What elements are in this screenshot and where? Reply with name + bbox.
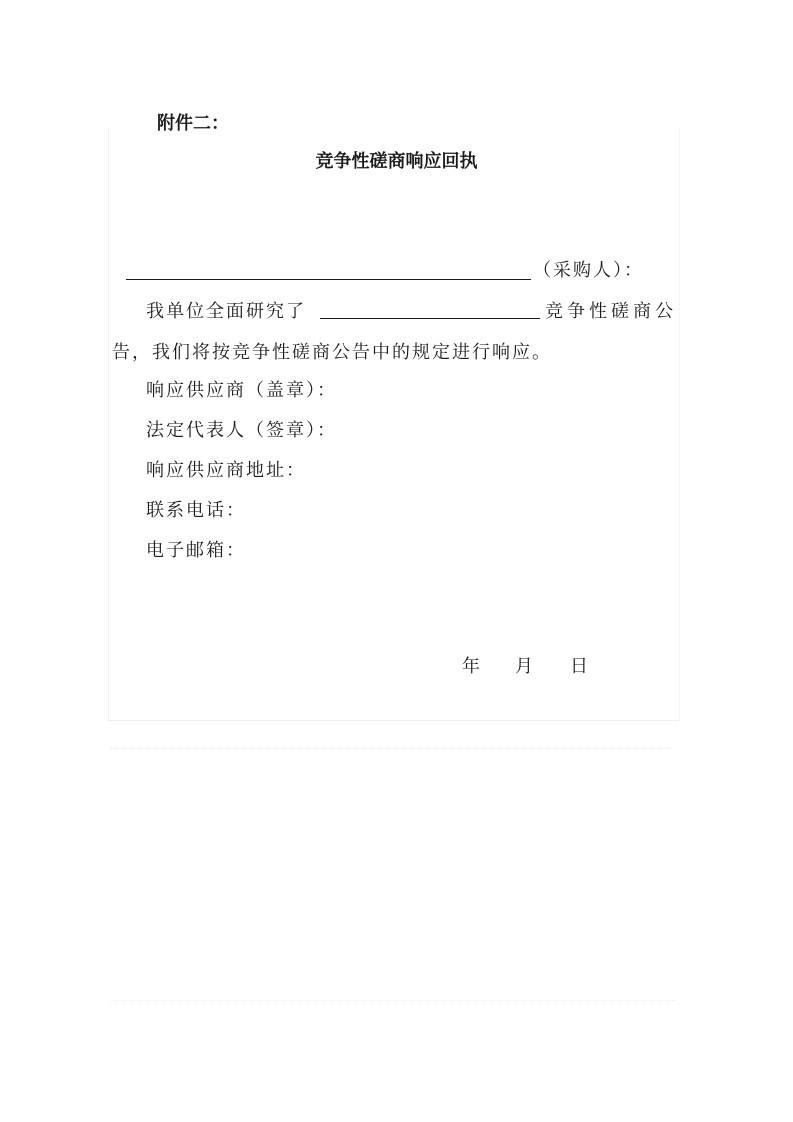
date-year-label: 年 — [462, 656, 480, 677]
field-supplier-seal: 响应供应商（盖章）： — [146, 380, 337, 401]
statement-part3: 告，我们将按竞争性磋商公告中的规定进行响应。 — [112, 342, 552, 363]
purchaser-blank-line — [126, 279, 531, 280]
date-day-label: 日 — [570, 656, 588, 677]
attachment-label: 附件二： — [157, 113, 229, 134]
field-legal-representative: 法定代表人（签章）： — [146, 420, 337, 441]
field-phone: 联系电话： — [146, 500, 246, 521]
document-title: 竞争性磋商响应回执 — [315, 151, 478, 172]
scan-artifact-line — [110, 1000, 675, 1001]
statement-part1: 我单位全面研究了 — [146, 301, 306, 322]
date-month-label: 月 — [515, 656, 533, 677]
field-email: 电子邮箱： — [146, 540, 246, 561]
scan-artifact-line — [110, 748, 670, 749]
statement-part2: 竞争性磋商公 — [545, 301, 677, 322]
field-supplier-address: 响应供应商地址： — [146, 460, 306, 481]
purchaser-label: （采购人）： — [533, 260, 644, 281]
project-blank-line — [320, 318, 540, 319]
